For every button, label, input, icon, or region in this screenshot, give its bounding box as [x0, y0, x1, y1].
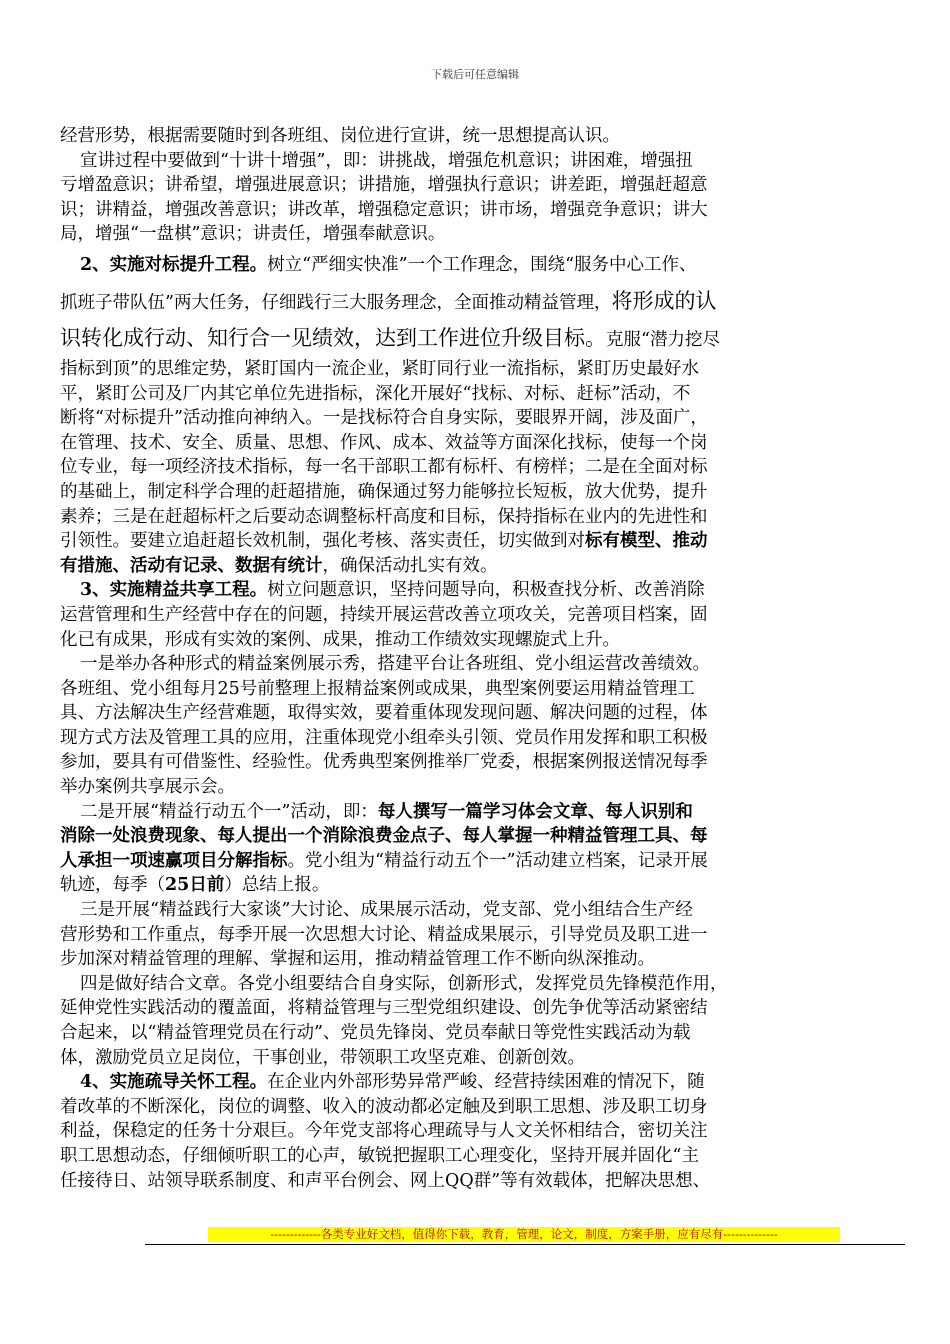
text-line: 体，激励党员立足岗位，干事创业，带领职工攻坚克难、创新创效。 — [60, 1047, 585, 1068]
text-line: 一是举办各种形式的精益案例展示秀，搭建平台让各班组、党小组运营改善绩效。 — [80, 654, 710, 675]
text-line: 宣讲过程中要做到“十讲十增强”，即：讲挑战，增强危机意识；讲困难，增强扭 — [80, 150, 693, 171]
text-line: 识；讲精益，增强改善意识；讲改革，增强稳定意识；讲市场，增强竞争意识；讲大 — [60, 199, 708, 220]
text-line: 断将“对标提升”活动推向神纳入。一是找标符合自身实际，要眼界开阔，涉及面广， — [60, 408, 708, 429]
text-line: 着改革的不断深化，岗位的调整、收入的波动都必定触及到职工思想、涉及职工切身 — [60, 1096, 708, 1117]
text-line: 位专业，每一项经济技术指标，每一名干部职工都有标杆、有榜样；二是在全面对标 — [60, 457, 708, 478]
page-header-note: 下载后可任意编辑 — [431, 68, 519, 81]
text-line: 举办案例共享展示会。 — [60, 777, 235, 798]
text-line: 步加深对精益管理的理解、掌握和运用，推动精益管理工作不断向纵深推动。 — [60, 949, 655, 970]
text-line: 识转化成行动、知行合一见绩效，达到工作进位升级目标。克服“潜力挖尽 — [60, 325, 720, 350]
text-line: 平，紧盯公司及厂内其它单位先进指标，深化开展好“找标、对标、赶标”活动，不 — [60, 383, 691, 404]
footer-banner: -------------各类专业好文档，值得你下载，教育，管理，论文，制度，方案手册，应有尽有-------------- — [208, 1227, 840, 1242]
text-line: 消除一处浪费现象、每人提出一个消除浪费金点子、每人掌握一种精益管理工具、每 — [60, 826, 708, 847]
text-line: 现方式方法及管理工具的应用，注重体现党小组牵头引领、党员作用发挥和职工积极 — [60, 727, 708, 748]
section-heading: 3、实施精益共享工程。 — [80, 580, 268, 601]
text-line: 具、方法解决生产经营难题，取得实效，要着重体现发现问题、解决问题的过程，体 — [60, 703, 708, 724]
section-heading-line: 2、实施对标提升工程。树立“严细实快准”一个工作理念，围绕“服务中心工作、 — [80, 254, 697, 275]
text-line: 指标到顶”的思维定势，紧盯国内一流企业，紧盯同行业一流指标，紧盯历史最好水 — [60, 358, 699, 379]
text-line: 抓班子带队伍”两大任务，仔细践行三大服务理念，全面推动精益管理，将形成的认 — [60, 288, 717, 313]
text-line: 的基础上，制定科学合理的赶超措施，确保通过努力能够拉长短板，放大优势，提升 — [60, 481, 708, 502]
footer-divider — [145, 1244, 905, 1245]
text-line: 局，增强“一盘棋”意识；讲责任，增强奉献意识。 — [60, 224, 446, 245]
section-heading-line: 4、实施疏导关怀工程。在企业内外部形势异常严峻、经营持续困难的情况下，随 — [80, 1072, 705, 1093]
section-heading-line: 3、实施精益共享工程。树立问题意识，坚持问题导向，积极查找分析、改善消除 — [80, 580, 705, 601]
document-body — [60, 124, 902, 1193]
text-line: 参加，要具有可借鉴性、经验性。优秀典型案例推举厂党委，根据案例报送情况每季 — [60, 752, 708, 773]
text-line: 运营管理和生产经营中存在的问题，持续开展运营改善立项攻关，完善项目档案，固 — [60, 604, 708, 625]
text-line: 二是开展“精益行动五个一”活动，即：每人撰写一篇学习体会文章、每人识别和 — [80, 801, 693, 822]
text-line: 有措施、活动有记录、数据有统计，确保活动扎实有效。 — [60, 555, 498, 576]
text-line: 轨迹，每季（25日前）总结上报。 — [60, 875, 330, 896]
section-heading: 2、实施对标提升工程。 — [80, 254, 268, 275]
text-line: 经营形势，根据需要随时到各班组、岗位进行宣讲，统一思想提高认识。 — [60, 126, 620, 146]
text-line: 营形势和工作重点，每季开展一次思想大讨论、精益成果展示，引导党员及职工进一 — [60, 924, 708, 945]
text-line: 四是做好结合文章。各党小组要结合自身实际，创新形式，发挥党员先锋模范作用， — [80, 973, 728, 994]
text-line: 在管理、技术、安全、质量、思想、作风、成本、效益等方面深化找标，使每一个岗 — [60, 432, 708, 453]
text-line: 素养；三是在赶超标杆之后要动态调整标杆高度和目标，保持指标在业内的先进性和 — [60, 506, 708, 527]
section-heading: 4、实施疏导关怀工程。 — [80, 1072, 268, 1093]
text-line: 引领性。要建立追赶超长效机制，强化考核、落实责任，切实做到对标有模型、推动 — [60, 531, 708, 552]
text-line: 延伸党性实践活动的覆盖面，将精益管理与三型党组织建设、创先争优等活动紧密结 — [60, 998, 708, 1019]
text-line: 各班组、党小组每月25号前整理上报精益案例或成果，典型案例要运用精益管理工 — [60, 678, 695, 699]
text-line: 任接待日、站领导联系制度、和声平台例会、网上QQ群”等有效载体，把解决思想、 — [60, 1170, 711, 1191]
text-line: 三是开展“精益践行大家谈”大讨论、成果展示活动，党支部、党小组结合生产经 — [80, 900, 693, 921]
text-line: 人承担一项速赢项目分解指标。党小组为“精益行动五个一”活动建立档案，记录开展 — [60, 850, 708, 871]
text-line: 职工思想动态，仔细倾听职工的心声，敏锐把握职工心理变化，坚持开展并固化“主 — [60, 1145, 699, 1166]
text-line: 合起来，以“精益管理党员在行动”、党员先锋岗、党员奉献日等党性实践活动为载 — [60, 1023, 691, 1043]
text-line: 亏增盈意识；讲希望，增强进展意识；讲措施，增强执行意识；讲差距，增强赶超意 — [60, 175, 708, 196]
text-line: 利益，保稳定的任务十分艰巨。今年党支部将心理疏导与人文关怀相结合，密切关注 — [60, 1121, 708, 1142]
text-line: 化已有成果，形成有实效的案例、成果，推动工作绩效实现螺旋式上升。 — [60, 629, 620, 650]
